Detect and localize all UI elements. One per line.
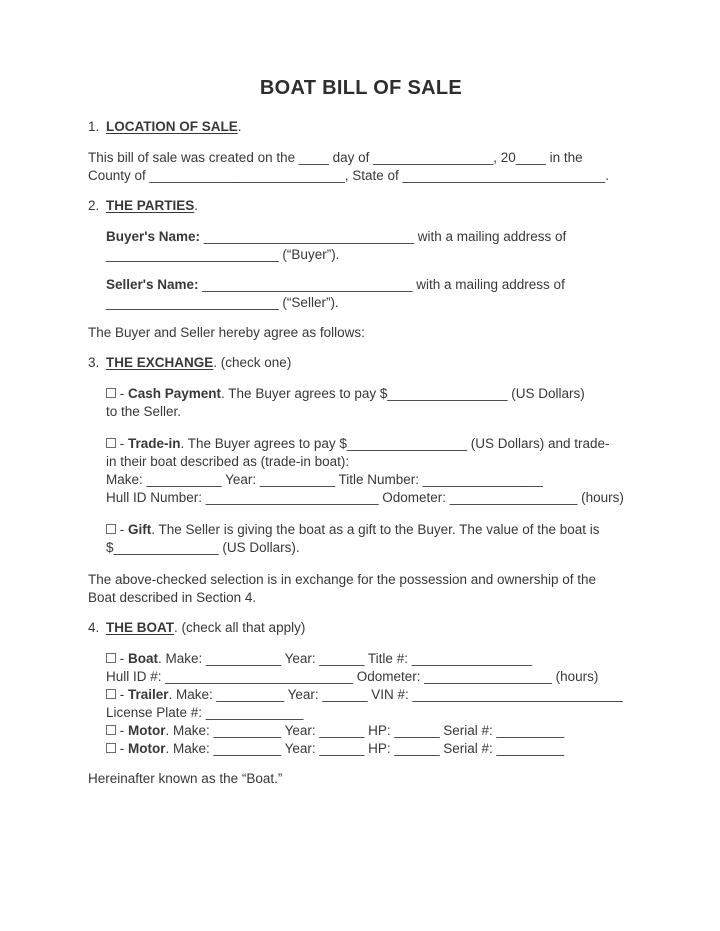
checkbox-motor-2[interactable] [106, 743, 116, 753]
cash-dash: - [116, 386, 128, 401]
boat-closing-statement [88, 770, 634, 788]
boat-text: . Make: __________ Year: ______ Title #: ________________ [158, 651, 532, 666]
location-line-2: County of __________________________, State of ___________________________. [88, 168, 609, 183]
agreement-statement [88, 324, 634, 342]
section-parties-number: 2. [88, 198, 100, 213]
trade-line-2: in their boat described as (trade-in boat): [106, 454, 350, 469]
motor1-item-line [106, 722, 634, 740]
section-location-title: LOCATION OF SALE [106, 119, 238, 134]
checkbox-gift[interactable] [106, 524, 116, 534]
section-exchange-number: 3. [88, 355, 100, 370]
motor2-item-line [106, 740, 634, 758]
section-parties-heading [88, 197, 634, 215]
section-location-heading [88, 118, 634, 136]
section-boat-instruction: (check all that apply) [177, 620, 306, 635]
motor2-label: Motor [128, 741, 166, 756]
trade-in-text: . The Buyer agrees to pay $________________ (US Dollars) and trade- [180, 436, 610, 451]
boat-items-block [106, 650, 634, 758]
trailer-label: Trailer [128, 687, 169, 702]
section-parties-period: . [194, 198, 199, 213]
trailer-dash: - [116, 687, 128, 702]
section-exchange-heading [88, 354, 634, 372]
trailer-item-line-1 [106, 686, 634, 704]
gift-line-2: $______________ (US Dollars). [106, 540, 300, 555]
seller-name-block [106, 276, 634, 312]
cash-payment-text: . The Buyer agrees to pay $________________ (US Dollars) [221, 386, 585, 401]
trade-line-1 [106, 435, 634, 453]
seller-name-label: Seller's Name: [106, 277, 199, 292]
exchange-closing-line-1: The above-checked selection is in exchange for the possession and ownership of the [88, 572, 597, 587]
motor1-label: Motor [128, 723, 166, 738]
cash-line-2: to the Seller. [106, 404, 182, 419]
trade-dash: - [116, 436, 128, 451]
gift-line-1 [106, 521, 634, 539]
boat-dash: - [116, 651, 128, 666]
trailer-text: . Make: _________ Year: ______ VIN #: ____________________________ [168, 687, 623, 702]
seller-line-2: _______________________ (“Seller”). [106, 295, 339, 310]
checkbox-trailer[interactable] [106, 689, 116, 699]
option-gift [106, 521, 634, 557]
exchange-closing-line-2: Boat described in Section 4. [88, 590, 257, 605]
buyer-line-2: _______________________ (“Buyer”). [106, 247, 340, 262]
cash-payment-label: Cash Payment [128, 386, 222, 401]
seller-line-1 [106, 276, 634, 294]
section-parties-title: THE PARTIES [106, 198, 195, 213]
section-exchange-title: THE EXCHANGE [106, 355, 214, 370]
exchange-closing-paragraph [88, 571, 634, 607]
document-title: BOAT BILL OF SALE [259, 77, 463, 99]
seller-name-blank: ____________________________ with a mailing address of [198, 277, 565, 292]
checkbox-boat[interactable] [106, 653, 116, 663]
boat-label: Boat [128, 651, 158, 666]
checkbox-cash-payment[interactable] [106, 388, 116, 398]
boat-item-line-1 [106, 650, 634, 668]
location-line-1: This bill of sale was created on the ____ day of ________________, 20____ in the [88, 150, 583, 165]
location-paragraph [88, 149, 634, 185]
checkbox-trade-in[interactable] [106, 438, 116, 448]
gift-text: . The Seller is giving the boat as a gift to the Buyer. The value of the boat is [151, 522, 600, 537]
section-location-period: . [237, 119, 242, 134]
buyer-line-1 [106, 228, 634, 246]
option-trade-in [106, 435, 634, 507]
section-exchange-instruction: (check one) [217, 355, 292, 370]
section-boat-heading [88, 619, 634, 637]
buyer-name-block [106, 228, 634, 264]
trade-in-label: Trade-in [128, 436, 181, 451]
option-cash-payment [106, 385, 634, 421]
section-boat-period: . [174, 620, 178, 635]
section-boat-title: THE BOAT [106, 620, 174, 635]
checkbox-motor-1[interactable] [106, 725, 116, 735]
motor1-dash: - [116, 723, 128, 738]
section-location-number: 1. [88, 119, 100, 134]
agreement-line: The Buyer and Seller hereby agree as follows: [88, 325, 365, 340]
buyer-name-label: Buyer's Name: [106, 229, 200, 244]
cash-line-1 [106, 385, 634, 403]
trade-line-3: Make: __________ Year: __________ Title Number: ________________ [106, 472, 543, 487]
motor2-text: . Make: _________ Year: ______ HP: ______ Serial #: _________ [165, 741, 565, 756]
motor1-text: . Make: _________ Year: ______ HP: ______ Serial #: _________ [165, 723, 565, 738]
gift-dash: - [116, 522, 128, 537]
motor2-dash: - [116, 741, 128, 756]
section-boat-number: 4. [88, 620, 100, 635]
trade-line-4: Hull ID Number: _______________________ Odometer: _________________ (hours) [106, 490, 624, 505]
gift-label: Gift [128, 522, 152, 537]
buyer-name-blank: ____________________________ with a mailing address of [200, 229, 567, 244]
section-exchange-period: . [213, 355, 218, 370]
trailer-item-line-2: License Plate #: _____________ [106, 705, 304, 720]
boat-item-line-2: Hull ID #: _________________________ Odometer: _________________ (hours) [106, 669, 599, 684]
boat-closing-line: Hereinafter known as the “Boat.” [88, 771, 283, 786]
